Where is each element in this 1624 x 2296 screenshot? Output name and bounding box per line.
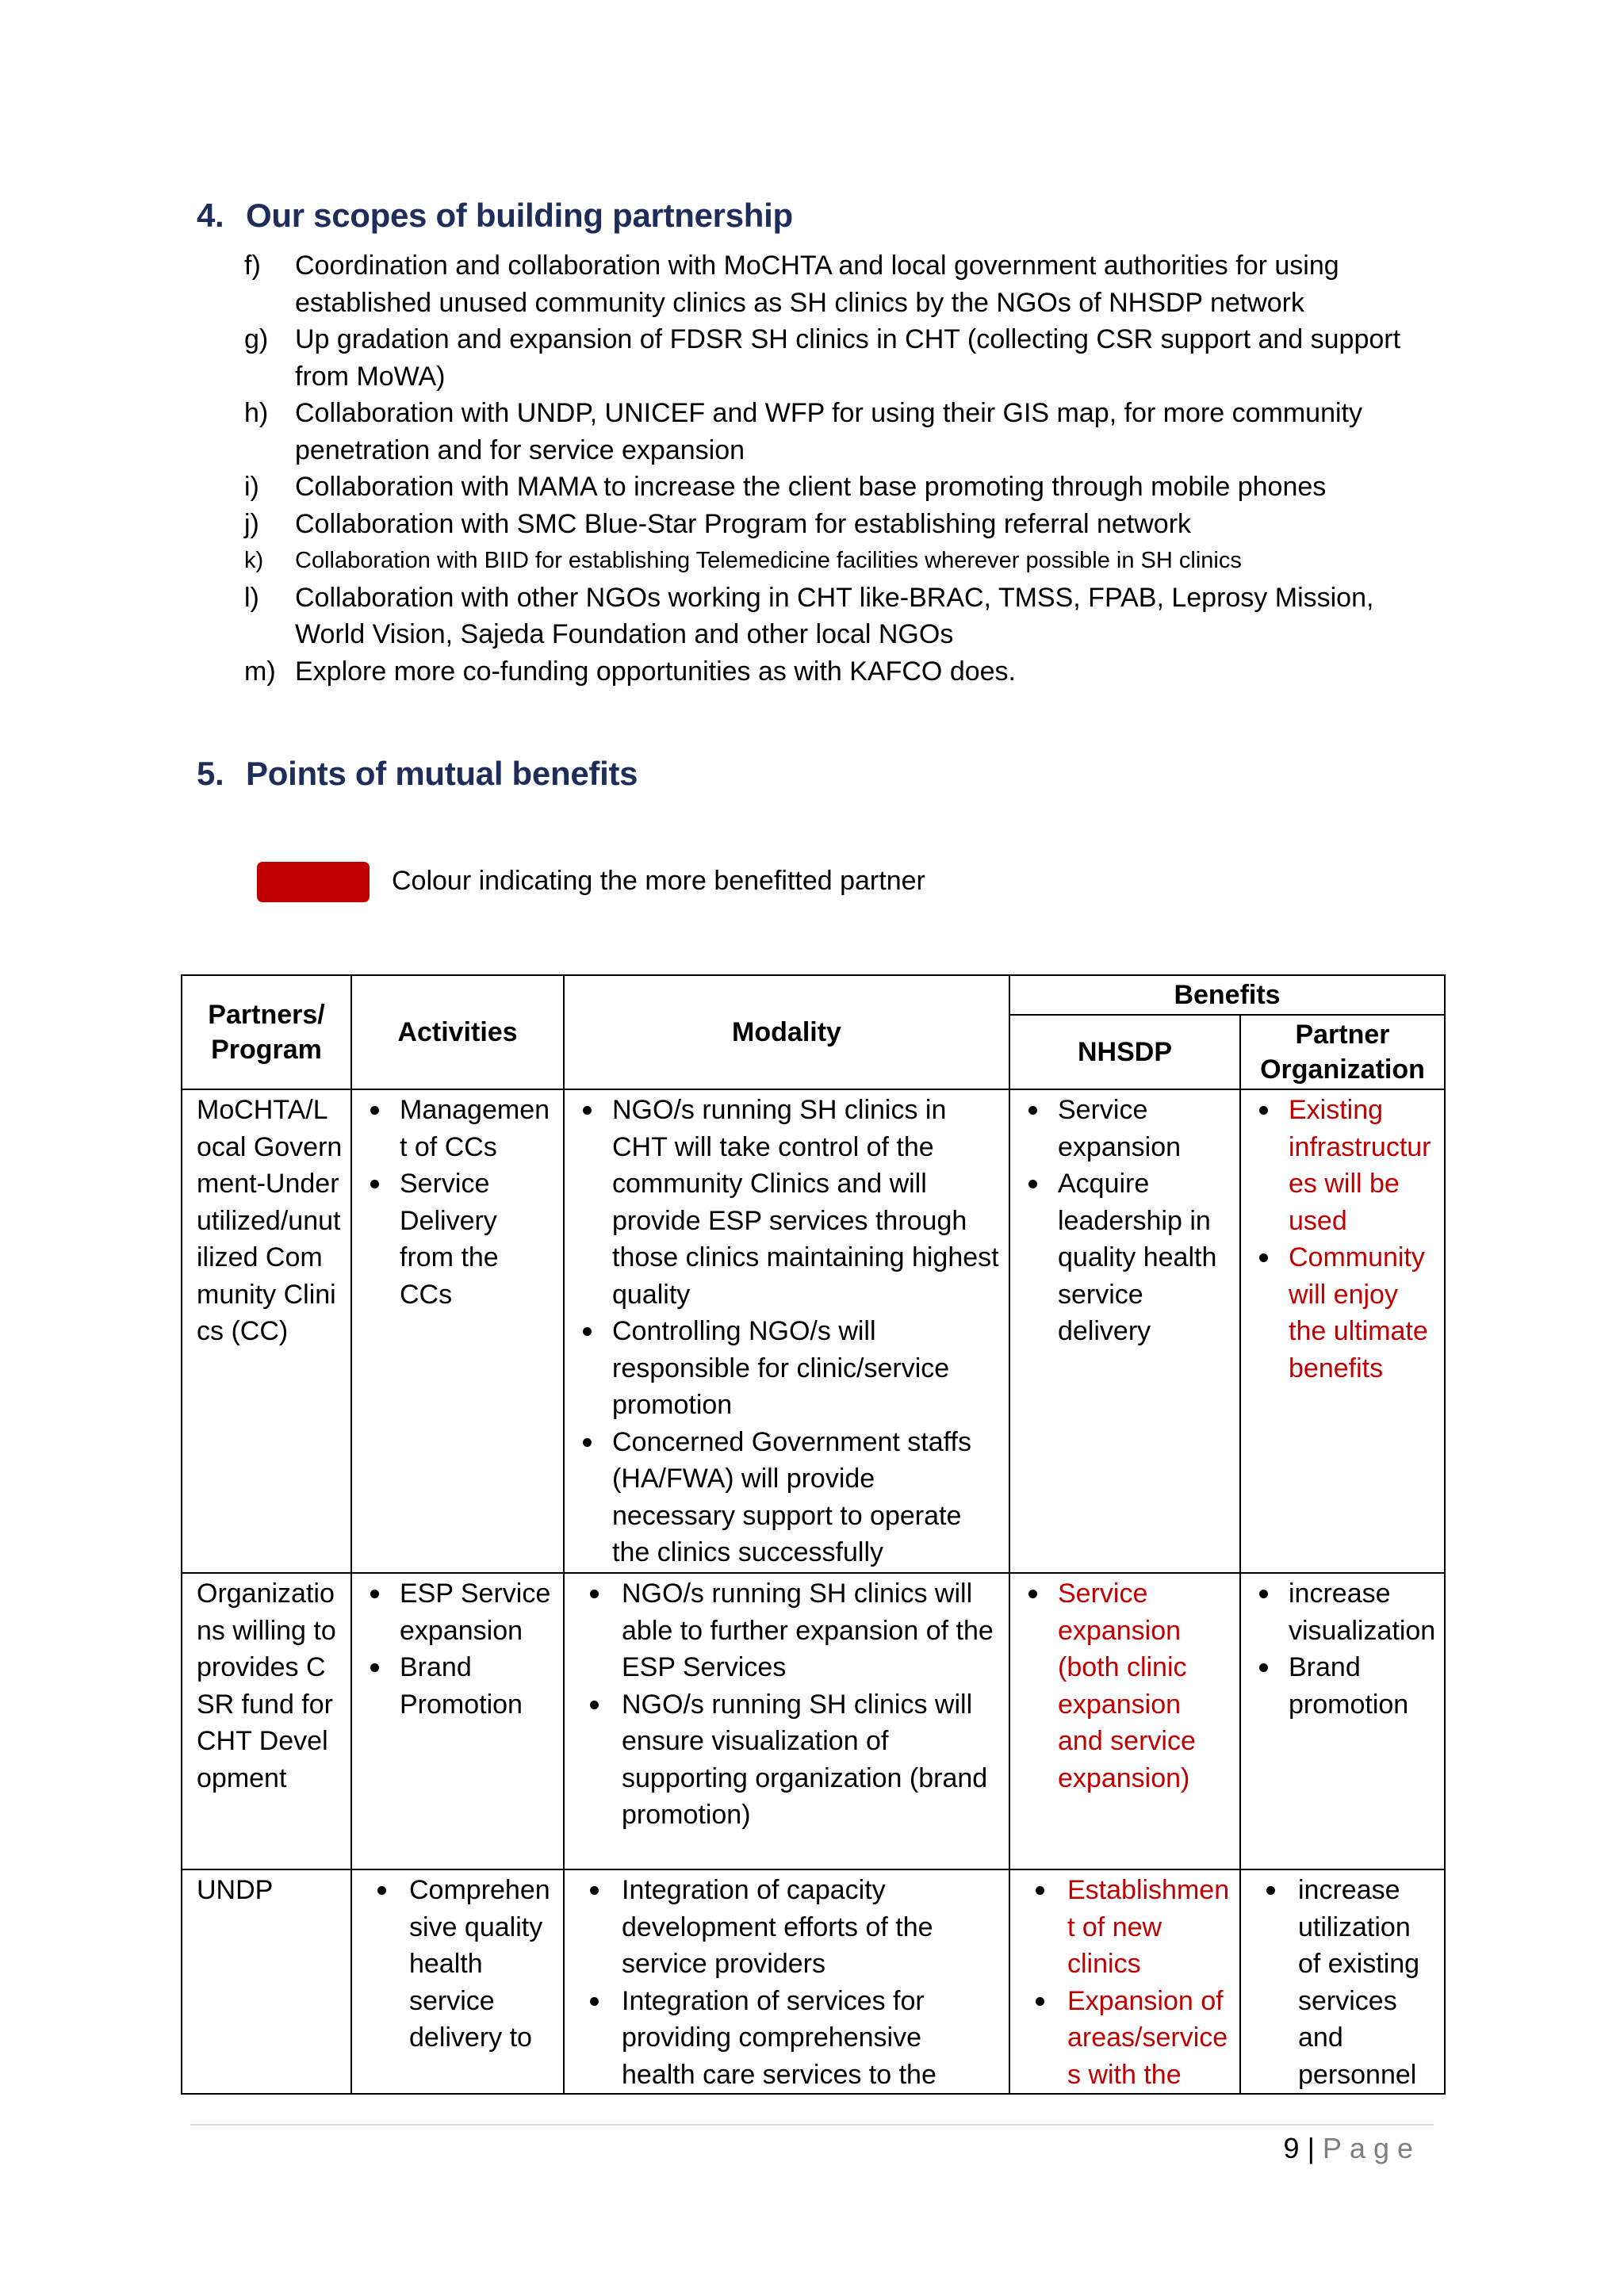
list-item: Integration of capacity development efforts of the service providers [579,1872,1001,1983]
legend-color-swatch [257,862,370,902]
partner-benefit-cell [1240,1869,1445,2094]
partner-cell: Organizations willing to provides CSR fund for CHT Development [182,1573,351,1869]
activities-cell [351,1869,564,2094]
scope-text: Explore more co-funding opportunities as with KAFCO does. [295,656,1017,687]
partner-benefit-cell [1240,1573,1445,1869]
section-5-number: 5. [197,755,224,792]
page-footer [1284,2129,1421,2168]
list-item: Expansion of areas/services with the [1025,1983,1231,2094]
list-item: Brand Promotion [366,1649,555,1723]
footer-separator: | [1307,2132,1315,2164]
header-partners: Partners/ Program [182,975,351,1089]
scope-text: Collaboration with other NGOs working in CHT like-BRAC, TMSS, FPAB, Leprosy Mission, World Vision, Sajeda Foundation and other local NGOs [295,582,1374,649]
list-item: Service expansion [1025,1092,1231,1165]
modality-cell [564,1089,1009,1573]
header-partner-organization: Partner Organization [1240,1015,1445,1089]
scope-marker: f) [244,251,261,281]
scope-marker: k) [244,548,264,573]
list-item: NGO/s running SH clinics will able to further expansion of the ESP Services [579,1575,1001,1686]
list-item: Existing infrastructures will be used [1255,1092,1436,1239]
activities-cell [351,1573,564,1869]
list-item: Brand promotion [1255,1649,1436,1723]
table-row [182,1089,1445,1573]
scope-marker: g) [244,324,269,354]
scope-item [244,580,1438,653]
nhsdp-benefit-cell [1009,1869,1240,2094]
scopes-list [244,247,1438,690]
table-row [182,1869,1445,2094]
scope-marker: m) [244,656,276,687]
section-5-heading [197,755,638,793]
section-4-number: 4. [197,197,224,234]
modality-cell [564,1573,1009,1869]
scope-text: Collaboration with MAMA to increase the client base promoting through mobile phones [295,472,1327,502]
partner-benefit-cell [1240,1089,1445,1573]
list-item: NGO/s running SH clinics will ensure visualization of supporting organization (brand promotion) [579,1686,1001,1834]
list-item: increase utilization of existing services and personnel [1255,1872,1436,2093]
footer-divider [190,2124,1434,2126]
scope-text: Coordination and collaboration with MoCHTA and local government authorities for using established unused community clinics as SH clinics by the NGOs of NHSDP network [295,251,1339,318]
scope-item [244,321,1438,395]
list-item: Establishment of new clinics [1025,1872,1231,1983]
list-item: Acquire leadership in quality health service delivery [1025,1165,1231,1350]
scope-item [244,469,1438,506]
scope-item [244,542,1438,580]
list-item: Service Delivery from the CCs [366,1165,555,1313]
scope-text: Up gradation and expansion of FDSR SH clinics in CHT (collecting CSR support and support from MoWA) [295,324,1401,392]
scope-marker: j) [244,508,259,539]
header-activities: Activities [351,975,564,1089]
header-nhsdp: NHSDP [1009,1015,1240,1089]
modality-cell [564,1869,1009,2094]
legend-text: Colour indicating the more benefitted partner [392,866,925,896]
scope-item [244,247,1438,321]
page-label: Page [1322,2132,1421,2164]
list-item: Integration of services for providing comprehensive health care services to the [579,1983,1001,2094]
scope-text: Collaboration with SMC Blue-Star Program for establishing referral network [295,508,1192,539]
list-item: increase visualization [1255,1575,1436,1649]
list-item: Controlling NGO/s will responsible for clinic/service promotion [579,1313,1001,1424]
section-4-title: Our scopes of building partnership [246,197,793,234]
list-item: Service expansion (both clinic expansion and service expansion) [1025,1575,1231,1797]
list-item: Management of CCs [366,1092,555,1165]
list-item: NGO/s running SH clinics in CHT will take control of the community Clinics and will provide ESP services through those clinics maintaining highest quality [579,1092,1001,1313]
list-item: Community will enjoy the ultimate benefits [1255,1239,1436,1387]
partner-cell: MoCHTA/Local Government-Underutilized/unutilized Community Clinics (CC) [182,1089,351,1573]
section-5-title: Points of mutual benefits [246,755,638,792]
scope-text: Collaboration with UNDP, UNICEF and WFP for using their GIS map, for more community penetration and for service expansion [295,398,1362,465]
list-item: Comprehensive quality health service delivery to [366,1872,555,2057]
list-item: Concerned Government staffs (HA/FWA) will provide necessary support to operate the clinics successfully [579,1424,1001,1571]
mutual-benefits-table [181,974,1446,2095]
section-4-heading [197,197,793,235]
partner-cell: UNDP [182,1869,351,2094]
page-number: 9 [1283,2132,1300,2164]
scope-text: Collaboration with BIID for establishing Telemedicine facilities wherever possible in SH clinics [295,548,1242,573]
scope-item [244,506,1438,543]
scope-item [244,395,1438,469]
header-benefits: Benefits [1009,975,1445,1015]
scope-marker: l) [244,582,259,613]
nhsdp-benefit-cell [1009,1089,1240,1573]
list-item: ESP Service expansion [366,1575,555,1649]
scope-marker: h) [244,398,269,428]
scope-item [244,653,1438,691]
header-modality: Modality [564,975,1009,1089]
nhsdp-benefit-cell [1009,1573,1240,1869]
activities-cell [351,1089,564,1573]
table-row [182,1573,1445,1869]
scope-marker: i) [244,472,259,502]
